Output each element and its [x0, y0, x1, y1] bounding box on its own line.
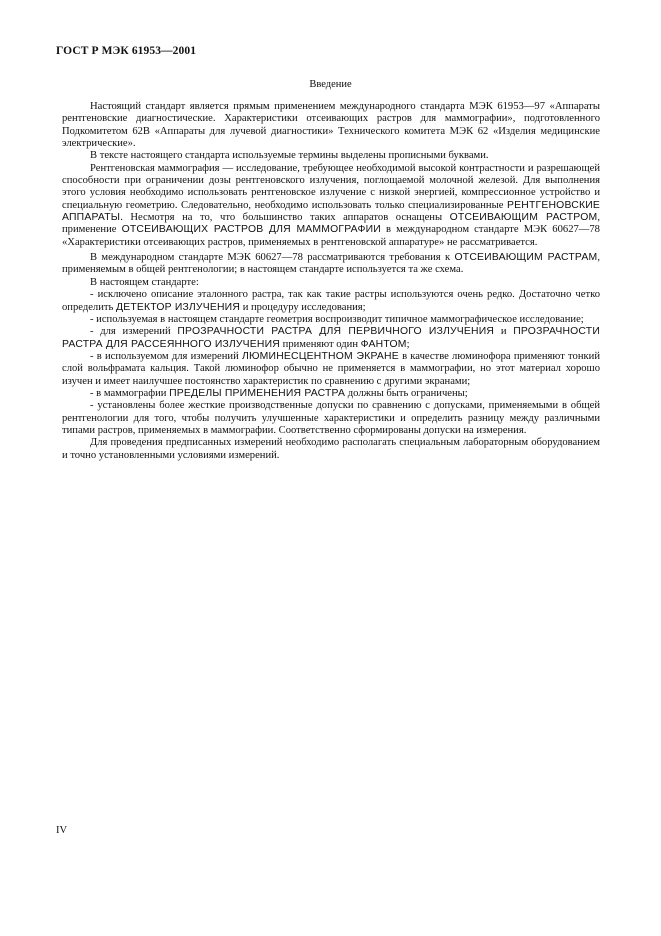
term: ПРОЗРАЧНОСТИ РАСТРА ДЛЯ ПЕРВИЧНОГО ИЗЛУЧЕНИЯ — [177, 326, 495, 338]
list-item: - используемая в настоящем стандарте геометрия воспроизводит типичное маммографическое исследование; — [90, 313, 584, 325]
section-title: Введение — [309, 79, 352, 90]
item-text: и процедуру исследования; — [240, 301, 366, 313]
item-text: применяют один — [280, 338, 361, 350]
paragraph — [62, 163, 600, 249]
term: РЕНТГЕНОВСКИЕ АППАРАТЫ — [62, 199, 600, 224]
term: ПРЕДЕЛЫ ПРИМЕНЕНИЯ РАСТРА — [169, 387, 346, 399]
item-text: - исключено описание эталонного растра, так как такие растры используются очень редко. Достаточно четко определить — [62, 289, 600, 313]
paragraph-text: . Несмотря на то, что большинство таких аппаратов оснащены — [120, 212, 450, 224]
standard-code: ГОСТ Р МЭК 61953—2001 — [56, 45, 197, 57]
list-item — [62, 351, 600, 388]
list-item: - установлены более жесткие производственные допуски по сравнению с допусками, применяемыми в общей рентгенологии для того, чтобы получить улучшенные характеристики и определить разницу между различными типами растров, применяемых в маммографии. Соответственно сформированы допуски на измерения. — [62, 400, 600, 436]
item-text: - в маммографии — [90, 387, 170, 399]
paragraph-text: в международном стандарте МЭК 60627—78 «Характеристики отсеивающих растров, применяемых в рентгеновской аппаратуре» не рассматривается. — [62, 224, 600, 248]
paragraph-text: Рентгеновская маммография — исследование, требующее необходимой высокой контрастности и разрешающей способности при ограничении дозы рентгеновского излучения, поглощаемой молочной железой. Для выполнения этого условия необходимо использовать рентгеновское излучение с низкой энергией, компрессионное устройство и специальную геометрию. Следовательно, необходимо использовать только специализированные — [62, 162, 600, 211]
item-text: в качестве люминофора применяют тонкий слой вольфрамата кальция. Такой люминофор обычно не применяется в маммографии, но этот материал хорошо изучен и имеет наилучшее постоянство характеристик по сравнению с другими экранами; — [62, 350, 600, 387]
paragraph: В тексте настоящего стандарта используемые термины выделены прописными буквами. — [90, 150, 489, 162]
document-body — [62, 101, 600, 462]
paragraph-text: В международном стандарте МЭК 60627—78 рассматриваются требования к — [90, 252, 455, 264]
item-text: ; — [406, 338, 410, 350]
item-text: - для измерений — [90, 326, 178, 338]
item-text: - в используемом для измерений — [90, 350, 242, 362]
paragraph: Для проведения предписанных измерений необходимо располагать специальным лабораторным оборудованием и точно установленными условиями измерений. — [62, 437, 600, 461]
term: ДЕТЕКТОР ИЗЛУЧЕНИЯ — [115, 301, 241, 313]
term: ПРОЗРАЧНОСТИ РАСТРА ДЛЯ РАССЕЯННОГО ИЗЛУЧЕНИЯ — [62, 326, 601, 350]
page-number: IV — [56, 825, 68, 836]
term: ОТСЕИВАЮЩИМ РАСТРАМ — [454, 252, 598, 264]
item-text: и — [494, 326, 514, 338]
list-item — [62, 326, 600, 351]
term: ЛЮМИНЕСЦЕНТНОМ ЭКРАНЕ — [241, 350, 399, 362]
paragraph-text: , применяемым в общей рентгенологии; в настоящем стандарте используется та же схема. — [62, 252, 600, 276]
list-item — [62, 289, 600, 314]
paragraph: Настоящий стандарт является прямым применением международного стандарта МЭК 61953—97 «Аппараты рентгеновские диагностические. Характеристики отсеивающих растров для маммографии», подготовленного Подкомитетом 62В «Аппараты для лучевой диагностики» Технического комитета МЭК 62 «Изделия медицинские электрические». — [62, 101, 600, 150]
list-item — [62, 388, 600, 400]
document-header — [56, 45, 196, 57]
item-text: должны быть ограничены; — [345, 387, 468, 399]
paragraph: В настоящем стандарте: — [90, 276, 199, 288]
paragraph — [62, 252, 600, 277]
term: ОТСЕИВАЮЩИХ РАСТРОВ ДЛЯ МАММОГРАФИИ — [121, 224, 381, 236]
term: ФАНТОМ — [360, 338, 407, 350]
term: ОТСЕИВАЮЩИМ РАСТРОМ — [449, 212, 598, 224]
paragraph-text: , применение — [62, 212, 600, 236]
